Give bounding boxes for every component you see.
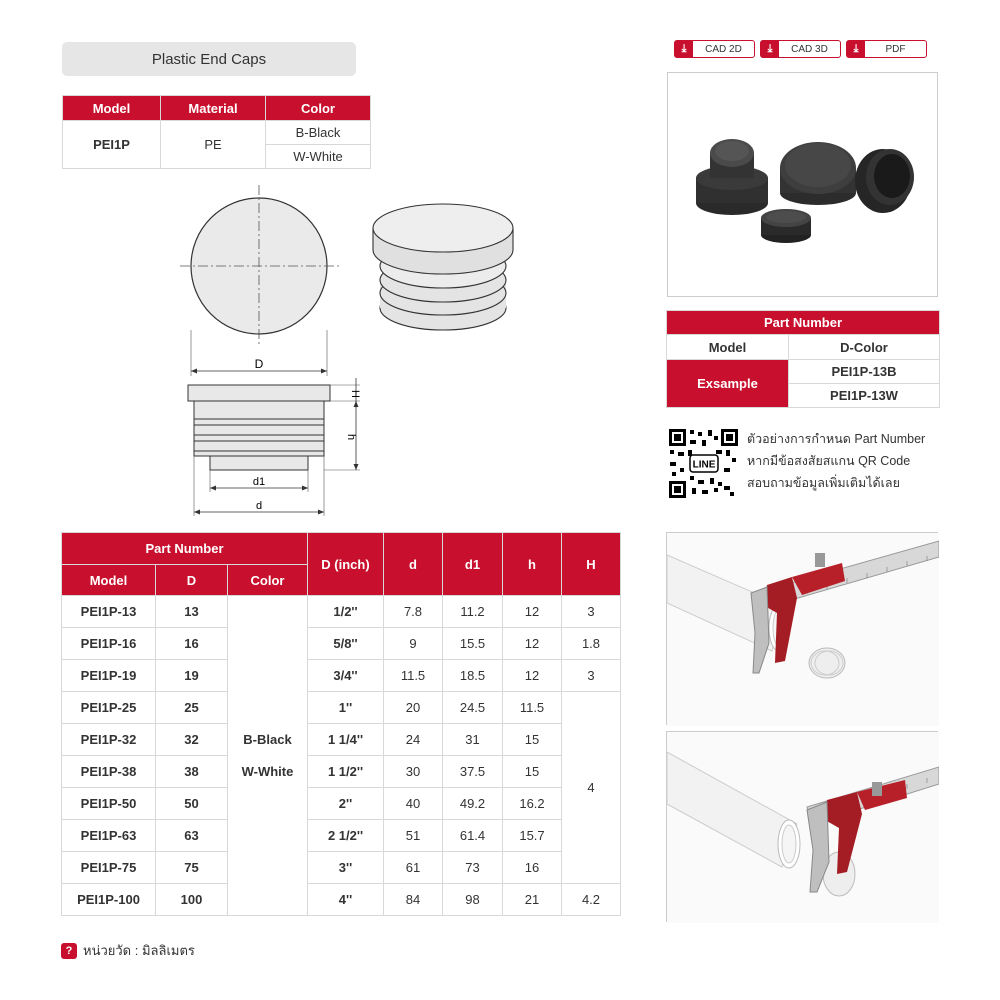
header-D: D (156, 565, 228, 596)
header-d: d (384, 533, 443, 596)
question-icon: ? (61, 943, 77, 959)
label-h: h (345, 433, 357, 441)
color-white: W-White (266, 145, 371, 169)
technical-drawing (170, 180, 530, 520)
header-material: Material (161, 96, 266, 121)
example-col-dcolor: D-Color (789, 335, 940, 360)
header-h-small: h (503, 533, 562, 596)
color-black: B-Black (266, 121, 371, 145)
caliper-photo-2 (666, 731, 938, 922)
download-icon: ⤓ (847, 41, 865, 57)
iso-view-drawing (373, 204, 513, 330)
example-col-model: Model (667, 335, 789, 360)
header-inch: D (inch) (308, 533, 384, 596)
caliper-photo-1 (666, 532, 938, 725)
material-table (62, 95, 371, 169)
side-view-drawing (188, 378, 360, 516)
header-color: Color (228, 565, 308, 596)
header-d1: d1 (443, 533, 503, 596)
table-row: PEI1P-63 63 2 1/2'' 51 61.4 15.7 (62, 820, 621, 852)
dimensions-table (61, 532, 621, 916)
color-cell: B-Black W-White (228, 596, 308, 916)
label-H: H (349, 390, 361, 398)
product-photo (667, 72, 938, 297)
example-white: PEI1P-13W (789, 384, 940, 408)
model-value: PEI1P (63, 121, 161, 169)
table-row: PEI1P-25 25 1'' 20 24.5 11.5 4 (62, 692, 621, 724)
download-icon: ⤓ (761, 41, 779, 57)
page-title: Plastic End Caps (62, 42, 356, 76)
top-view-drawing (180, 185, 340, 376)
qr-instructions: ตัวอย่างการกำหนด Part Number หากมีข้อสงสัยสแกน QR Code สอบถามข้อมูลเพิ่มเติมได้เลย (747, 432, 926, 490)
part-number-example-table (666, 310, 940, 408)
cad-2d-button[interactable]: ⤓ CAD 2D (674, 40, 755, 58)
download-icon: ⤓ (675, 41, 693, 57)
H-merged-cell: 4 (562, 692, 621, 884)
table-row: PEI1P-75 75 3'' 61 73 16 (62, 852, 621, 884)
header-model: Model (62, 565, 156, 596)
table-row: PEI1P-13 13 B-Black W-White 1/2'' 7.8 11.2 12 3 (62, 596, 621, 628)
table-row: PEI1P-38 38 1 1/2'' 30 37.5 15 (62, 756, 621, 788)
part-number-title: Part Number (667, 311, 940, 335)
header-color: Color (266, 96, 371, 121)
label-d: d (255, 500, 263, 512)
label-d1: d1 (252, 476, 266, 488)
table-row: PEI1P-32 32 1 1/4'' 24 31 15 (62, 724, 621, 756)
label-D: D (254, 357, 264, 371)
header-model: Model (63, 96, 161, 121)
footnote (61, 940, 195, 961)
pdf-button[interactable]: ⤓ PDF (846, 40, 927, 58)
example-label: Exsample (667, 360, 789, 408)
table-row: PEI1P-16 16 5/8'' 9 15.5 12 1.8 (62, 628, 621, 660)
example-black: PEI1P-13B (789, 360, 940, 384)
line-logo-text: LINE (692, 459, 716, 471)
header-H: H (562, 533, 621, 596)
table-row: PEI1P-100 100 4'' 84 98 21 4.2 (62, 884, 621, 916)
group-header-part-number: Part Number (62, 533, 308, 565)
cad-3d-button[interactable]: ⤓ CAD 3D (760, 40, 841, 58)
qr-code[interactable] (668, 428, 739, 499)
table-row: PEI1P-50 50 2'' 40 49.2 16.2 (62, 788, 621, 820)
table-row: PEI1P-19 19 3/4'' 11.5 18.5 12 3 (62, 660, 621, 692)
unit-note: หน่วยวัด : มิลลิเมตร (83, 943, 195, 958)
material-value: PE (161, 121, 266, 169)
